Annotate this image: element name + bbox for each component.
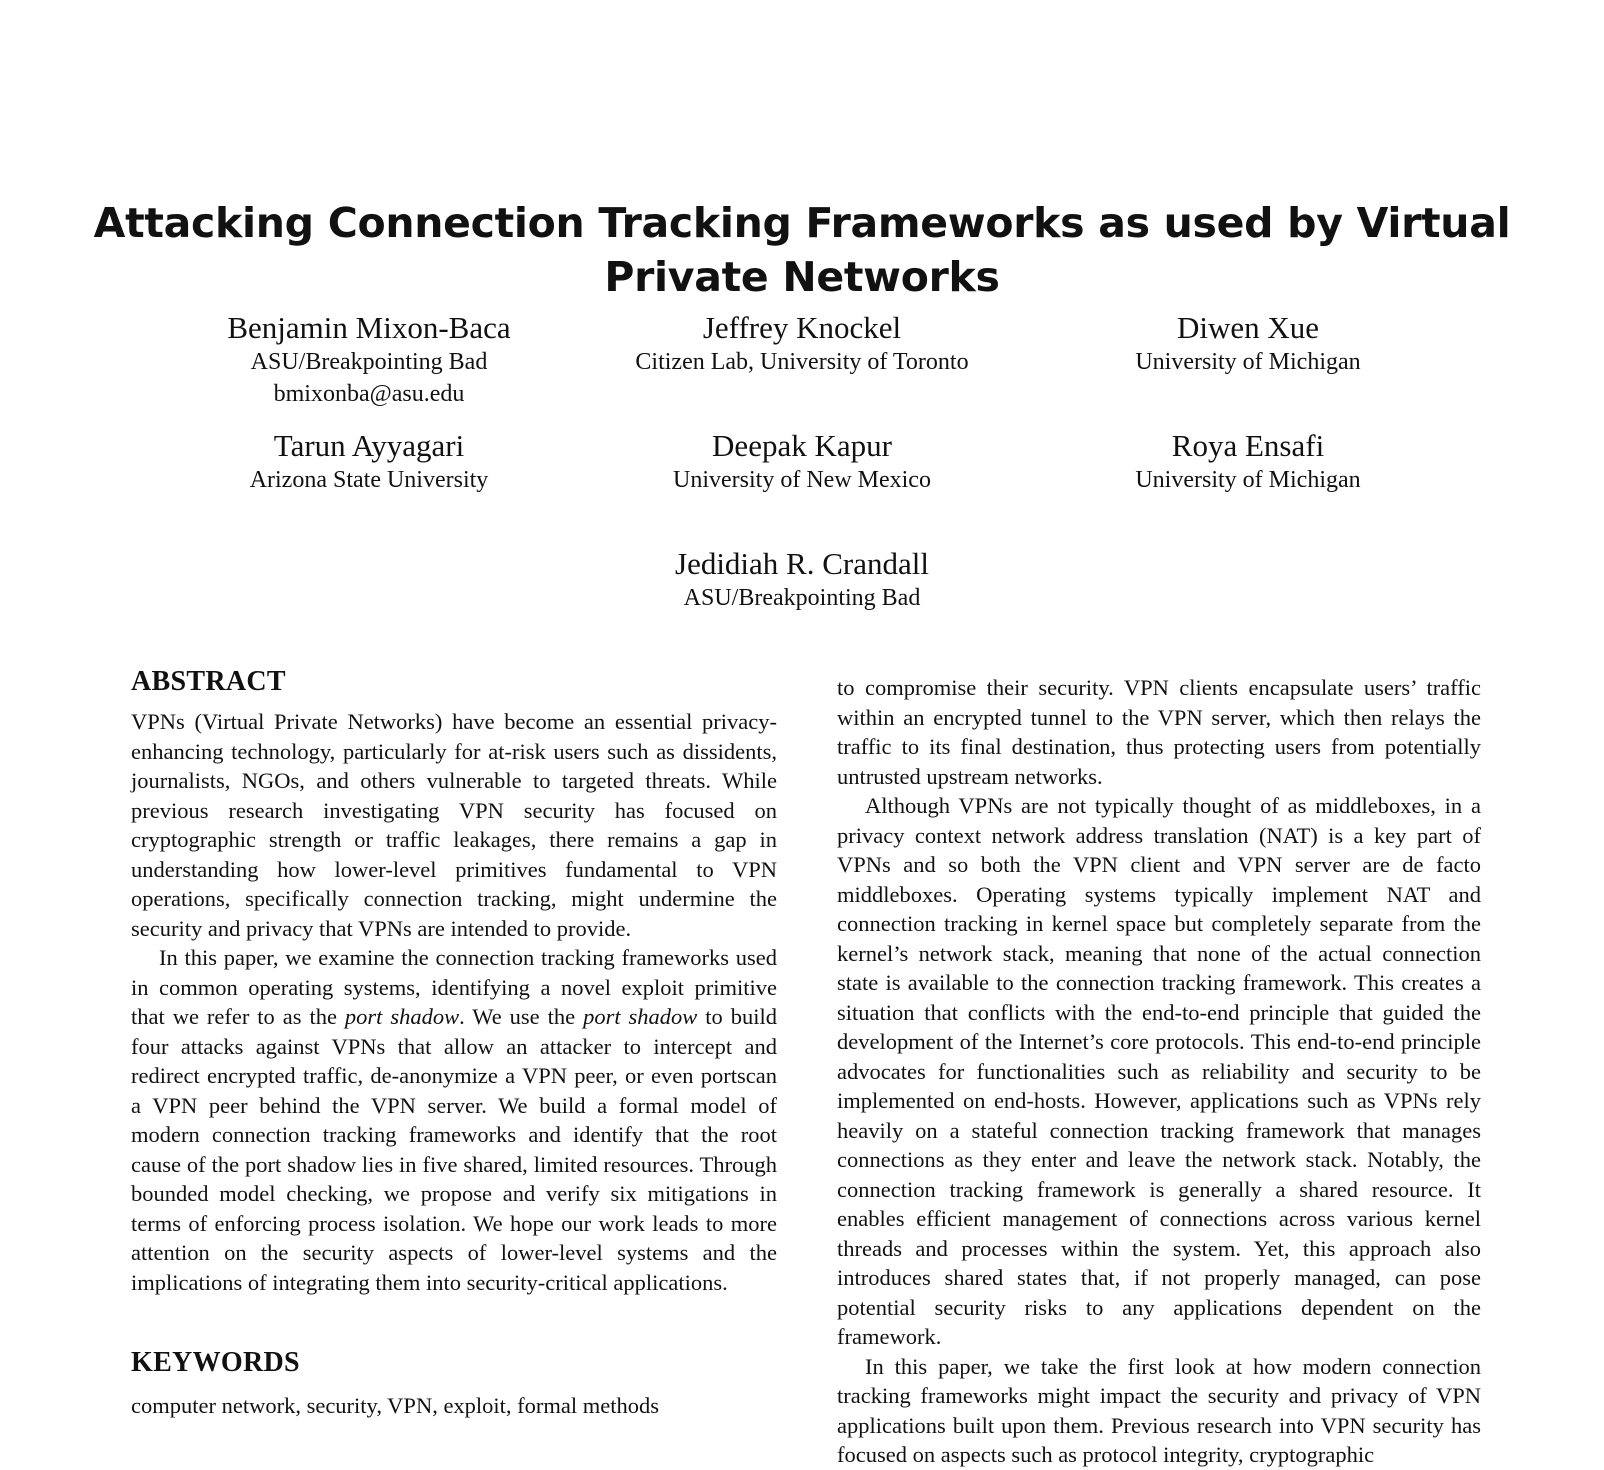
title-line-1: Attacking Connection Tracking Frameworks as used by Virtual xyxy=(93,199,1511,247)
author-name: Benjamin Mixon-Baca xyxy=(227,310,511,345)
author-name: Tarun Ayyagari xyxy=(273,428,465,463)
emphasis-term: port shadow xyxy=(583,1004,698,1029)
text-run: to build four attacks against VPNs that allow an attacker to intercept and redirect encrypted traffic, de-anonymize a VPN peer, or even portscan a VPN peer behind the VPN server. We build a formal model of modern connection tracking frameworks and identify that the root cause of the port shadow lies in five shared, limited resources. Through bounded model checking, we propose and verify six mitigations in terms of enforcing process isolation. We hope our work leads to more attention on the security aspects of lower-level systems and the implications of integrating them into security-critical applications. xyxy=(131,1004,777,1295)
author-block xyxy=(1028,310,1468,378)
author-name: Deepak Kapur xyxy=(712,428,892,463)
text-run: In this paper, we examine the connection tracking frameworks used in common operating systems, identifying a novel exploit primitive that we refer to as the xyxy=(131,945,777,1029)
author-block xyxy=(582,428,1022,496)
author-affiliation: ASU/Breakpointing Bad xyxy=(683,585,921,611)
title-line-2: Private Networks xyxy=(604,253,1000,301)
author-email[interactable]: bmixonba@asu.edu xyxy=(273,381,465,407)
emphasis-term: port shadow xyxy=(344,1004,460,1029)
author-affiliation: ASU/Breakpointing Bad xyxy=(250,349,488,375)
keywords-heading: KEYWORDS xyxy=(131,1347,300,1378)
abstract-paragraph xyxy=(131,943,777,1297)
author-name: Jeffrey Knockel xyxy=(702,310,902,345)
author-affiliation: Citizen Lab, University of Toronto xyxy=(635,349,969,375)
author-affiliation: University of Michigan xyxy=(1135,349,1361,375)
intro-body xyxy=(837,673,1481,1470)
paper-title xyxy=(80,196,1524,304)
abstract-heading: ABSTRACT xyxy=(131,666,286,697)
author-block xyxy=(149,310,589,410)
abstract-paragraph: VPNs (Virtual Private Networks) have become an essential privacy-enhancing technology, particularly for at-risk users such as dissidents, journalists, NGOs, and others vulnerable to targeted threats. While previous research investigating VPN security has focused on cryptographic strength or traffic leakages, there remains a gap in understanding how lower-level primitives fundamental to VPN operations, specifically connection tracking, might undermine the security and privacy that VPNs are intended to provide. xyxy=(131,709,777,941)
author-name: Diwen Xue xyxy=(1176,310,1320,345)
keywords-text: computer network, security, VPN, exploit, formal methods xyxy=(131,1393,660,1418)
author-block xyxy=(582,310,1022,378)
author-name: Roya Ensafi xyxy=(1171,428,1325,463)
text-run: . We use the xyxy=(459,1004,584,1029)
author-block xyxy=(149,428,589,496)
abstract-body xyxy=(131,707,777,1297)
author-affiliation: University of Michigan xyxy=(1135,467,1361,493)
intro-paragraph: Although VPNs are not typically thought of as middleboxes, in a privacy context network address translation (NAT) is a key part of VPNs and so both the VPN client and VPN server are de facto middleboxes. Operating systems typically implement NAT and connection tracking in kernel space but completely separate from the kernel’s network stack, meaning that none of the actual connection state is available to the connection tracking framework. This creates a situation that conflicts with the end-to-end principle that guided the development of the Internet’s core protocols. This end-to-end principle advocates for functionalities such as reliability and security to be implemented on end-hosts. However, applications such as VPNs rely heavily on a stateful connection tracking framework that manages connections as they enter and leave the network stack. Notably, the connection tracking framework is generally a shared resource. It enables efficient management of connections across various kernel threads and processes within the system. Yet, this approach also introduces shared states that, if not properly managed, can pose potential security risks to any applications dependent on the framework. xyxy=(837,793,1481,1349)
author-block xyxy=(1028,428,1468,496)
author-affiliation: University of New Mexico xyxy=(673,467,931,493)
author-name: Jedidiah R. Crandall xyxy=(675,546,929,581)
intro-paragraph: to compromise their security. VPN clients encapsulate users’ traffic within an encrypted tunnel to the VPN server, which then relays the traffic to its final destination, thus protecting users from potentially untrusted upstream networks. xyxy=(837,675,1481,789)
author-affiliation: Arizona State University xyxy=(249,467,489,493)
author-block xyxy=(582,546,1022,614)
intro-paragraph: In this paper, we take the first look at how modern connection tracking frameworks might impact the security and privacy of VPN applications built upon them. Previous research into VPN security has focused on aspects such as protocol integrity, cryptographic xyxy=(837,1353,1481,1467)
